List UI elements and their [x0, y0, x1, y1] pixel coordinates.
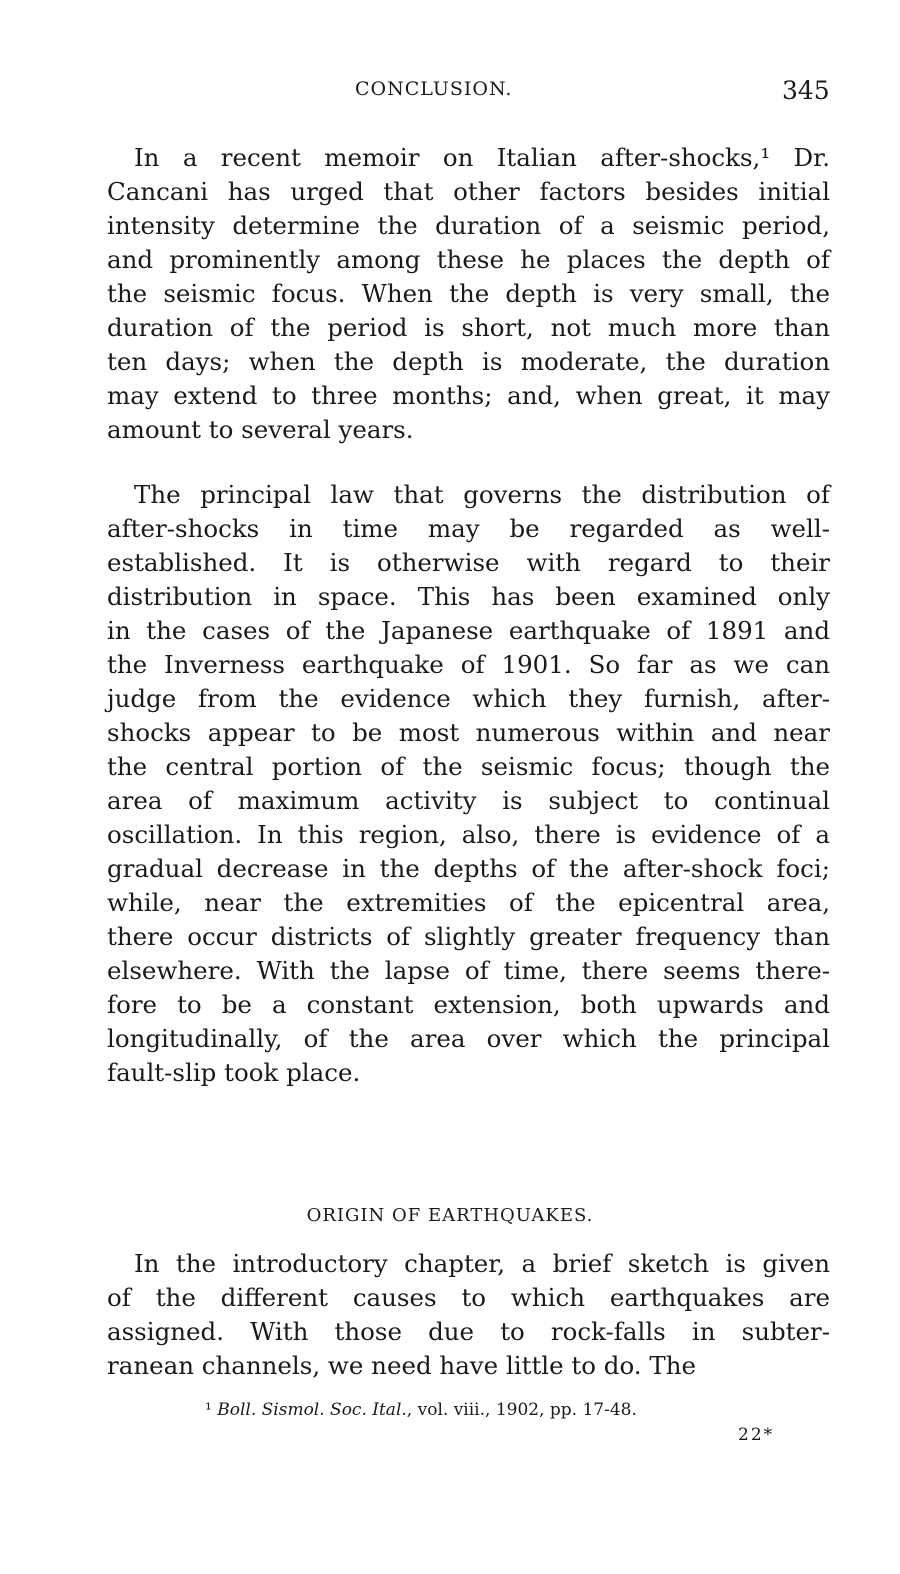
text-line: ranean channels, we need have little to do. The — [107, 1351, 697, 1380]
text-line: of the different causes to which earthquakes are — [107, 1283, 830, 1312]
text-line: gradual decrease in the depths of the after-shock foci; — [107, 854, 830, 883]
text-line: Cancani has urged that other factors besides initial — [107, 177, 830, 206]
text-line: distribution in space. This has been examined only — [107, 582, 830, 611]
text-line: the Inverness earthquake of 1901. So far as we can — [107, 650, 830, 679]
paragraph-2 — [107, 478, 830, 1090]
text-line: fault-slip took place. — [107, 1058, 361, 1087]
text-line: and prominently among these he places the depth of — [107, 245, 830, 274]
paragraph-1 — [107, 141, 830, 447]
text-line: intensity determine the duration of a seismic period, — [107, 211, 830, 240]
text-line: in the cases of the Japanese earthquake of 1891 and — [107, 616, 830, 645]
paragraph-3 — [107, 1247, 830, 1383]
text-line: In a recent memoir on Italian after-shocks,¹ Dr. — [134, 143, 830, 172]
text-line: while, near the extremities of the epicentral area, — [107, 888, 830, 917]
text-line: may extend to three months; and, when great, it may — [107, 381, 830, 410]
footnote-source: Boll. Sismol. Soc. Ital. — [217, 1400, 407, 1420]
text-line: fore to be a constant extension, both upwards and — [107, 990, 830, 1019]
text-line: ten days; when the depth is moderate, the duration — [107, 347, 830, 376]
text-line: there occur districts of slightly greater frequency than — [107, 922, 830, 951]
text-line: The principal law that governs the distribution of — [134, 480, 830, 509]
text-line: assigned. With those due to rock-falls in subter- — [107, 1317, 830, 1346]
signature-mark: 22* — [738, 1425, 775, 1445]
footnote — [205, 1400, 637, 1420]
footnote-marker: ¹ — [205, 1400, 212, 1420]
text-line: longitudinally, of the area over which the principal — [107, 1024, 830, 1053]
footnote-rest: , vol. viii., 1902, pp. 17-48. — [406, 1400, 637, 1420]
text-line: area of maximum activity is subject to continual — [107, 786, 830, 815]
text-line: elsewhere. With the lapse of time, there seems there- — [107, 956, 830, 985]
text-line: the central portion of the seismic focus; though the — [107, 752, 830, 781]
text-line: duration of the period is short, not much more than — [107, 313, 830, 342]
page-number: 345 — [782, 76, 830, 105]
text-line: after-shocks in time may be regarded as well- — [107, 514, 830, 543]
text-line: In the introductory chapter, a brief sketch is given — [134, 1249, 830, 1278]
section-heading: ORIGIN OF EARTHQUAKES. — [306, 1205, 594, 1226]
text-line: shocks appear to be most numerous within and near — [107, 718, 830, 747]
text-line: amount to several years. — [107, 415, 414, 444]
running-title: CONCLUSION. — [355, 78, 513, 100]
text-line: oscillation. In this region, also, there is evidence of a — [107, 820, 830, 849]
text-line: judge from the evidence which they furnish, after- — [107, 684, 830, 713]
text-line: the seismic focus. When the depth is very small, the — [107, 279, 830, 308]
text-line: established. It is otherwise with regard to their — [107, 548, 830, 577]
